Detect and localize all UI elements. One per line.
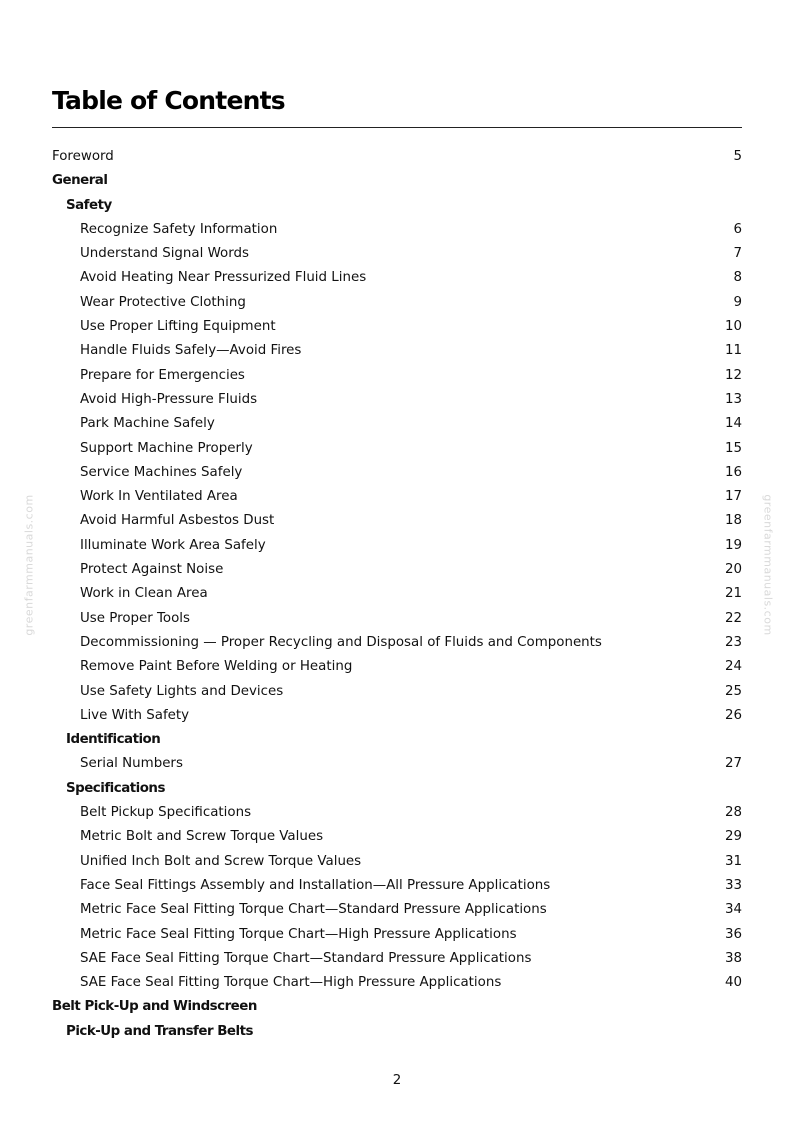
- toc-entry[interactable]: [52, 534, 742, 558]
- toc-entry-label: Use Proper Lifting Equipment: [80, 319, 276, 335]
- toc-entry-label: Prepare for Emergencies: [80, 367, 245, 383]
- toc-entry[interactable]: [52, 631, 742, 655]
- toc-entry-label: Protect Against Noise: [80, 562, 224, 578]
- toc-entry-label: Work in Clean Area: [80, 586, 208, 602]
- toc-entry[interactable]: [52, 582, 742, 606]
- toc-entry-label: Wear Protective Clothing: [80, 294, 246, 310]
- toc-entry-page-number: 14: [724, 416, 742, 432]
- toc-entry-label: Metric Bolt and Screw Torque Values: [80, 829, 324, 845]
- toc-entry-label: Unified Inch Bolt and Screw Torque Values: [80, 853, 362, 869]
- toc-entry[interactable]: [52, 971, 742, 995]
- toc-entry-page-number: 27: [724, 756, 742, 772]
- toc-entry-page-number: 20: [724, 562, 742, 578]
- toc-section-heading: [52, 995, 742, 1019]
- toc-entry[interactable]: [52, 655, 742, 679]
- toc-entry-page-number: 36: [724, 926, 742, 942]
- toc-entry-page-number: 18: [724, 513, 742, 529]
- toc-entry[interactable]: [52, 752, 742, 776]
- toc-entry[interactable]: [52, 485, 742, 509]
- toc-entry-label: SAE Face Seal Fitting Torque Chart—High Pressure Applications: [80, 975, 502, 991]
- toc-entry-label: Avoid Heating Near Pressurized Fluid Lines: [80, 270, 367, 286]
- toc-entry-label: Pick-Up and Transfer Belts: [66, 1023, 253, 1039]
- toc-entry-label: Belt Pick-Up and Windscreen: [52, 999, 257, 1015]
- toc-section-heading: [52, 728, 742, 752]
- toc-entry-page-number: 22: [724, 610, 742, 626]
- watermark-left: greenfarmmanuals.com: [22, 494, 36, 636]
- toc-entry-label: Avoid High-Pressure Fluids: [80, 391, 258, 407]
- toc-entry-page-number: 8: [733, 270, 742, 286]
- toc-entry[interactable]: [52, 388, 742, 412]
- toc-entry[interactable]: [52, 218, 742, 242]
- toc-entry-label: Metric Face Seal Fitting Torque Chart—High Pressure Applications: [80, 926, 517, 942]
- toc-entry[interactable]: [52, 339, 742, 363]
- toc-entry[interactable]: [52, 704, 742, 728]
- toc-entry-page-number: 34: [724, 902, 742, 918]
- toc-entry[interactable]: [52, 874, 742, 898]
- toc-entry[interactable]: [52, 509, 742, 533]
- toc-entry[interactable]: [52, 315, 742, 339]
- toc-entry[interactable]: [52, 607, 742, 631]
- toc-entry-label: Understand Signal Words: [80, 246, 249, 262]
- toc-entry-label: Decommissioning — Proper Recycling and Disposal of Fluids and Components: [80, 634, 602, 650]
- toc-entry-page-number: 19: [724, 537, 742, 553]
- toc-entry-page-number: 7: [733, 246, 742, 262]
- toc-entry-page-number: 16: [724, 464, 742, 480]
- toc-entry[interactable]: [52, 437, 742, 461]
- toc-entry[interactable]: [52, 461, 742, 485]
- toc-entry-label: Handle Fluids Safely—Avoid Fires: [80, 343, 302, 359]
- toc-entry[interactable]: [52, 947, 742, 971]
- toc-entry-label: Recognize Safety Information: [80, 221, 278, 237]
- toc-entry-label: Park Machine Safely: [80, 416, 215, 432]
- toc-entry-label: Specifications: [66, 780, 165, 796]
- toc-entry-page-number: 26: [724, 707, 742, 723]
- toc-entry-page-number: 25: [724, 683, 742, 699]
- toc-entry-label: Safety: [66, 197, 112, 213]
- watermark-right: greenfarmmanuals.com: [761, 494, 775, 636]
- toc-entry-label: Identification: [66, 732, 161, 748]
- toc-entry-label: Metric Face Seal Fitting Torque Chart—Standard Pressure Applications: [80, 902, 547, 918]
- toc-entry[interactable]: [52, 266, 742, 290]
- toc-entry[interactable]: [52, 412, 742, 436]
- toc-entry-label: Avoid Harmful Asbestos Dust: [80, 513, 275, 529]
- toc-entry-page-number: 11: [724, 343, 742, 359]
- toc-entry-page-number: 10: [724, 319, 742, 335]
- toc-entry-page-number: 9: [733, 294, 742, 310]
- toc-entry-label: Use Safety Lights and Devices: [80, 683, 284, 699]
- toc-entry-page-number: 15: [724, 440, 742, 456]
- toc-entry[interactable]: [52, 242, 742, 266]
- toc-entry[interactable]: [52, 850, 742, 874]
- toc-entry-page-number: 40: [724, 975, 742, 991]
- toc-section-heading: [52, 1020, 742, 1044]
- toc-entry-page-number: 31: [724, 853, 742, 869]
- toc-entry-page-number: 29: [724, 829, 742, 845]
- toc-entry-page-number: 21: [724, 586, 742, 602]
- toc-entry-page-number: 17: [724, 489, 742, 505]
- toc-entry[interactable]: [52, 145, 742, 169]
- toc-entry[interactable]: [52, 898, 742, 922]
- toc-entry-label: SAE Face Seal Fitting Torque Chart—Standard Pressure Applications: [80, 950, 532, 966]
- toc-entry-label: Foreword: [52, 149, 114, 164]
- toc-entry-page-number: 6: [733, 221, 742, 237]
- title-divider: [52, 127, 742, 128]
- toc-entry-page-number: 28: [724, 805, 742, 821]
- toc-entry[interactable]: [52, 825, 742, 849]
- page-title: Table of Contents: [52, 86, 285, 115]
- toc-entry-label: Use Proper Tools: [80, 610, 191, 626]
- toc-entry-label: General: [52, 173, 108, 189]
- toc-entry[interactable]: [52, 291, 742, 315]
- toc-entry-label: Belt Pickup Specifications: [80, 805, 252, 821]
- toc-section-heading: [52, 194, 742, 218]
- page-number: 2: [392, 1073, 402, 1088]
- toc-entry[interactable]: [52, 680, 742, 704]
- toc-entry[interactable]: [52, 923, 742, 947]
- toc-entry-page-number: 33: [724, 877, 742, 893]
- toc-entry[interactable]: [52, 364, 742, 388]
- toc-entry-page-number: 38: [724, 950, 742, 966]
- toc-entry-label: Service Machines Safely: [80, 464, 243, 480]
- toc-entry-label: Illuminate Work Area Safely: [80, 537, 266, 553]
- toc-entry-label: Serial Numbers: [80, 756, 183, 772]
- toc-entry-page-number: 24: [724, 659, 742, 675]
- toc-entry[interactable]: [52, 558, 742, 582]
- toc-section-heading: [52, 777, 742, 801]
- toc-entry-page-number: 13: [724, 391, 742, 407]
- toc-entry-label: Remove Paint Before Welding or Heating: [80, 659, 353, 675]
- toc-entry-label: Support Machine Properly: [80, 440, 253, 456]
- toc-entry-label: Work In Ventilated Area: [80, 489, 238, 505]
- toc-entry-label: Live With Safety: [80, 707, 190, 723]
- toc-entry-page-number: 12: [724, 367, 742, 383]
- toc-section-heading: [52, 169, 742, 193]
- table-of-contents: [52, 145, 742, 1044]
- toc-entry-page-number: 23: [724, 634, 742, 650]
- toc-entry-label: Face Seal Fittings Assembly and Installation—All Pressure Applications: [80, 877, 551, 893]
- toc-entry[interactable]: [52, 801, 742, 825]
- toc-entry-page-number: 5: [733, 149, 742, 164]
